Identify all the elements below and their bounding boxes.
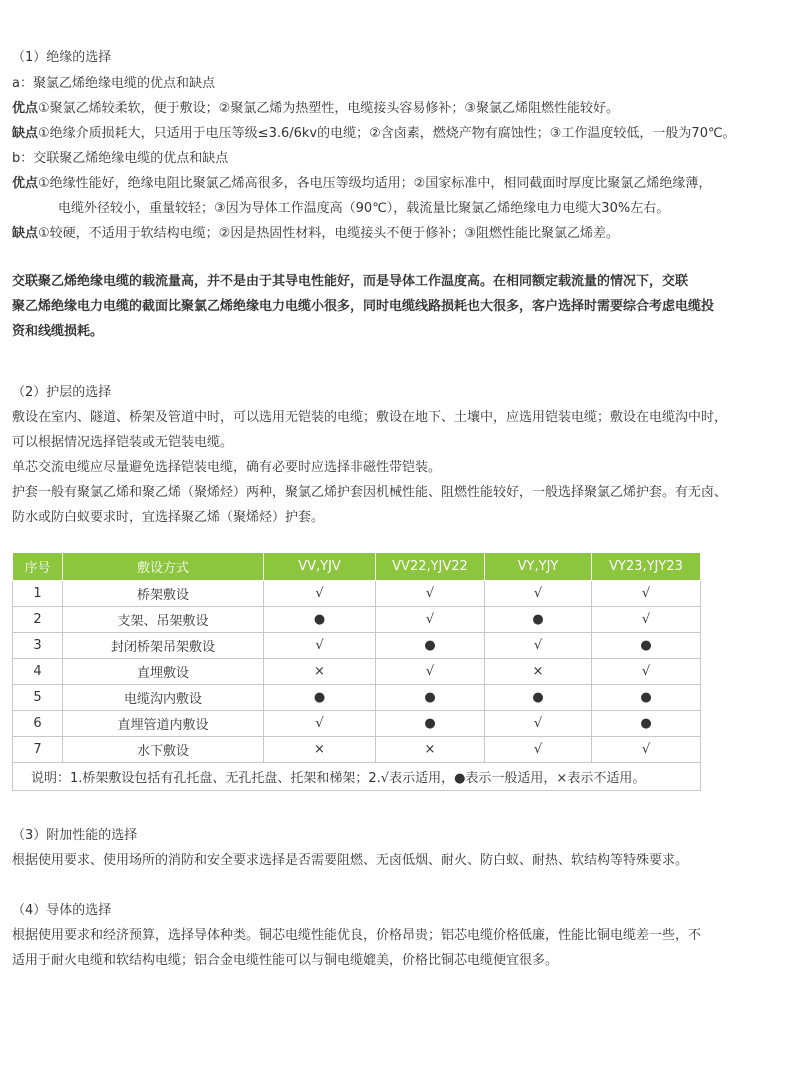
cell-method: 水下敷设 — [63, 737, 264, 763]
cell-method: 直埋管道内敷设 — [63, 711, 264, 737]
cell-mark: √ — [485, 711, 592, 737]
xlpe-pros-cont: 电缆外径较小，重量较轻；③因为导体工作温度高（90℃），载流量比聚氯乙烯绝缘电力电缆大30%左右。 — [58, 201, 670, 216]
cell-mark: √ — [264, 581, 376, 607]
table-row — [13, 607, 701, 633]
xlpe-title: b：交联聚乙烯绝缘电缆的优点和缺点 — [12, 151, 229, 166]
sheath-p3-line2: 防水或防白蚁要求时，宜选择聚乙烯（聚烯烃）护套。 — [12, 510, 325, 525]
pvc-cons — [12, 124, 736, 144]
cell-mark: √ — [264, 711, 376, 737]
cell-index: 7 — [13, 737, 63, 763]
table-row — [13, 711, 701, 737]
pvc-pros — [12, 99, 619, 119]
cell-mark: × — [485, 659, 592, 685]
col-header-vv-yjv: VV,YJV — [264, 553, 376, 581]
cell-mark: ● — [264, 685, 376, 711]
section3-heading: （3）附加性能的选择 — [12, 828, 138, 843]
cell-method: 支架、吊架敷设 — [63, 607, 264, 633]
sheath-p1-line1: 敷设在室内、隧道、桥架及管道中时，可以选用无铠装的电缆；敷设在地下、土壤中，应选用铠装电缆；敷设在电缆沟中时， — [12, 410, 728, 425]
cell-mark: √ — [485, 581, 592, 607]
cell-index: 4 — [13, 659, 63, 685]
conductor-line-1: 根据使用要求和经济预算，选择导体种类。铜芯电缆性能优良，价格昂贵；铝芯电缆价格低廉，性能比铜电缆差一些，不 — [12, 928, 702, 943]
cons-label: 缺点 — [12, 226, 39, 241]
col-header-index: 序号 — [13, 553, 63, 581]
conductor-line-2: 适用于耐火电缆和软结构电缆；铝合金电缆性能可以与铜电缆媲美，价格比铜芯电缆便宜很多。 — [12, 953, 559, 968]
table-note: 说明：1.桥架敷设包括有孔托盘、无孔托盘、托架和梯架；2.√表示适用，●表示一般适用，×表示不适用。 — [13, 763, 701, 791]
cell-mark: × — [264, 737, 376, 763]
pvc-title: a：聚氯乙烯绝缘电缆的优点和缺点 — [12, 76, 215, 91]
cell-mark: ● — [592, 685, 701, 711]
cell-method: 电缆沟内敷设 — [63, 685, 264, 711]
summary-line-2: 聚乙烯绝缘电力电缆的截面比聚氯乙烯绝缘电力电缆小很多，同时电缆线路损耗也大很多，客户选择时需要综合考虑电缆投 — [12, 299, 715, 314]
cell-mark: ● — [485, 685, 592, 711]
pvc-cons-text: ①绝缘介质损耗大，只适用于电压等级≤3.6/6kv的电缆；②含卤素，燃烧产物有腐蚀性；③工作温度较低，一般为70℃。 — [38, 126, 736, 141]
extra-performance-text: 根据使用要求、使用场所的消防和安全要求选择是否需要阻燃、无卤低烟、耐火、防白蚁、耐热、软结构等特殊要求。 — [12, 853, 689, 868]
xlpe-pros-text: ①绝缘性能好，绝缘电阻比聚氯乙烯高很多，各电压等级均适用；②国家标准中，相同截面时厚度比聚氯乙烯绝缘薄， — [38, 176, 712, 191]
table-row — [13, 685, 701, 711]
table-note-row — [13, 763, 701, 791]
col-header-method: 敷设方式 — [63, 553, 264, 581]
xlpe-cons — [12, 224, 619, 244]
section1-heading: （1）绝缘的选择 — [12, 50, 112, 65]
pros-label: 优点 — [12, 101, 39, 116]
cons-label: 缺点 — [12, 126, 39, 141]
laying-method-table — [12, 552, 701, 791]
cell-mark: ● — [376, 633, 485, 659]
sheath-p2: 单芯交流电缆应尽量避免选择铠装电缆，确有必要时应选择非磁性带铠装。 — [12, 460, 442, 475]
cell-mark: ● — [592, 633, 701, 659]
table-row — [13, 633, 701, 659]
col-header-vy-yjy: VY,YJY — [485, 553, 592, 581]
cell-mark: √ — [485, 633, 592, 659]
cell-index: 2 — [13, 607, 63, 633]
cell-mark: √ — [376, 581, 485, 607]
cell-mark: ● — [376, 685, 485, 711]
cell-mark: ● — [485, 607, 592, 633]
cell-mark: √ — [592, 737, 701, 763]
cell-method: 封闭桥架吊架敷设 — [63, 633, 264, 659]
cell-mark: × — [376, 737, 485, 763]
section4-heading: （4）导体的选择 — [12, 903, 112, 918]
cell-index: 5 — [13, 685, 63, 711]
xlpe-pros — [12, 174, 711, 194]
summary-line-1: 交联聚乙烯绝缘电缆的载流量高，并不是由于其导电性能好，而是导体工作温度高。在相同额定载流量的情况下，交联 — [12, 274, 689, 289]
xlpe-cons-text: ①较硬，不适用于软结构电缆；②因是热固性材料，电缆接头不便于修补；③阻燃性能比聚氯乙烯差。 — [38, 226, 619, 241]
cell-mark: ● — [264, 607, 376, 633]
cell-mark: √ — [376, 607, 485, 633]
col-header-vv22-yjv22: VV22,YJV22 — [376, 553, 485, 581]
cell-mark: √ — [485, 737, 592, 763]
table-header-row — [13, 553, 701, 581]
table-row — [13, 659, 701, 685]
table-row — [13, 581, 701, 607]
table-row — [13, 737, 701, 763]
cell-mark: √ — [264, 633, 376, 659]
cell-index: 3 — [13, 633, 63, 659]
sheath-p1-line2: 可以根据情况选择铠装或无铠装电缆。 — [12, 435, 234, 450]
cell-method: 直埋敷设 — [63, 659, 264, 685]
cell-mark: √ — [592, 581, 701, 607]
pros-label: 优点 — [12, 176, 39, 191]
cell-mark: ● — [376, 711, 485, 737]
col-header-vy23-yjy23: VY23,YJY23 — [592, 553, 701, 581]
sheath-p3-line1: 护套一般有聚氯乙烯和聚乙烯（聚烯烃）两种，聚氯乙烯护套因机械性能、阻燃性能较好，一般选择聚氯乙烯护套。有无卤、 — [12, 485, 728, 500]
cell-mark: √ — [592, 659, 701, 685]
summary-line-3: 资和线缆损耗。 — [12, 324, 104, 339]
section2-heading: （2）护层的选择 — [12, 385, 112, 400]
cell-mark: ● — [592, 711, 701, 737]
cell-index: 6 — [13, 711, 63, 737]
cell-method: 桥架敷设 — [63, 581, 264, 607]
cell-mark: × — [264, 659, 376, 685]
cell-mark: √ — [592, 607, 701, 633]
pvc-pros-text: ①聚氯乙烯较柔软，便于敷设；②聚氯乙烯为热塑性，电缆接头容易修补；③聚氯乙烯阻燃性能较好。 — [38, 101, 619, 116]
cell-index: 1 — [13, 581, 63, 607]
cell-mark: √ — [376, 659, 485, 685]
